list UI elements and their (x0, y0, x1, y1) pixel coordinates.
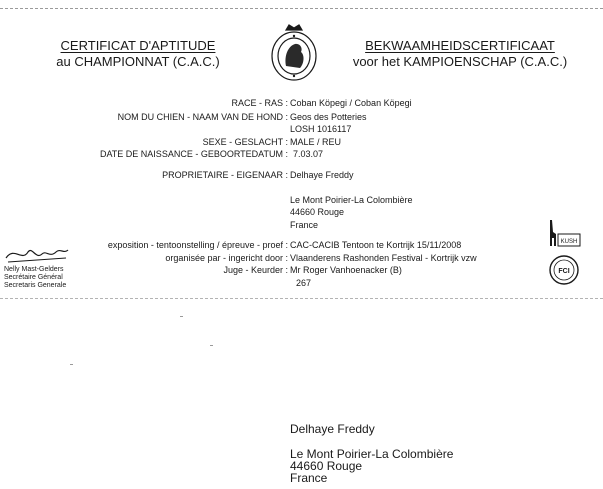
judge-label: Juge - Keurder : (223, 265, 288, 275)
scan-speck (210, 345, 213, 346)
club-logos (544, 218, 584, 290)
sex-value: MALE / REU (290, 137, 342, 147)
mailing-address-line1: Le Mont Poirier-La Colombière (290, 447, 454, 461)
dog-name-label: NOM DU CHIEN - NAAM VAN DE HOND : (117, 112, 288, 122)
giraffe-kush-logo-icon (550, 220, 580, 246)
exhibition-value: CAC-CACIB Tentoon te Kortrijk 15/11/2008 (290, 240, 462, 250)
signatory-title-fr: Secrétaire Général (4, 274, 63, 281)
header-fr-title: CERTIFICAT D'APTITUDE (60, 38, 216, 53)
owner-address-line2: 44660 Rouge (290, 207, 345, 217)
ksh-logo-text: KUSH (560, 239, 578, 245)
mailing-address-line2: 44660 Rouge (290, 459, 363, 473)
organizer-label: organisée par - ingericht door : (165, 253, 288, 263)
header-fr-subtitle: au CHAMPIONNAT (C.A.C.) (56, 54, 220, 69)
sex-label: SEXE - GESLACHT : (202, 137, 288, 147)
signatory-title-nl: Secretaris Generale (4, 282, 67, 289)
signatory-name: Nelly Mast-Gelders (4, 266, 64, 273)
race-value: Coban Köpegi / Coban Köpegi (290, 98, 412, 108)
top-perforation-line (0, 8, 603, 9)
crowned-crest-emblem-icon (266, 22, 322, 82)
dog-name-value: Geos des Potteries (290, 112, 367, 122)
mailing-name: Delhaye Freddy (290, 422, 375, 436)
scan-speck (180, 316, 183, 317)
scan-speck (70, 364, 73, 365)
registration-number: LOSH 1016117 (290, 124, 352, 134)
mailing-address-line3: France (290, 471, 328, 485)
organizer-value: Vlaanderens Rashonden Festival - Kortrijk vzw (290, 253, 477, 263)
fci-seal-icon (550, 256, 578, 284)
owner-label: PROPRIETAIRE - EIGENAAR : (162, 170, 288, 180)
fold-line (0, 298, 603, 299)
owner-address-line3: France (290, 220, 319, 230)
judge-value: Mr Roger Vanhoenacker (B) (290, 265, 402, 275)
owner-address-line1: Le Mont Poirier-La Colombière (290, 195, 413, 205)
owner-value: Delhaye Freddy (290, 170, 354, 180)
header-french (40, 38, 236, 70)
race-label: RACE - RAS : (231, 98, 288, 108)
fci-logo-text: FCI (558, 268, 570, 275)
header-nl-subtitle: voor het KAMPIOENSCHAP (C.A.C.) (352, 54, 568, 69)
catalog-number: 267 (296, 278, 312, 288)
exhibition-label: exposition - tentoonstelling / épreuve - proef : (107, 240, 288, 250)
handwritten-signature-icon (4, 240, 70, 268)
birthdate-value: 7.03.07 (293, 149, 324, 159)
birthdate-label: DATE DE NAISSANCE - GEBOORTEDATUM : (99, 149, 288, 159)
header-dutch (329, 38, 591, 70)
header-nl-title: BEKWAAMHEIDSCERTIFICAAT (365, 38, 555, 53)
